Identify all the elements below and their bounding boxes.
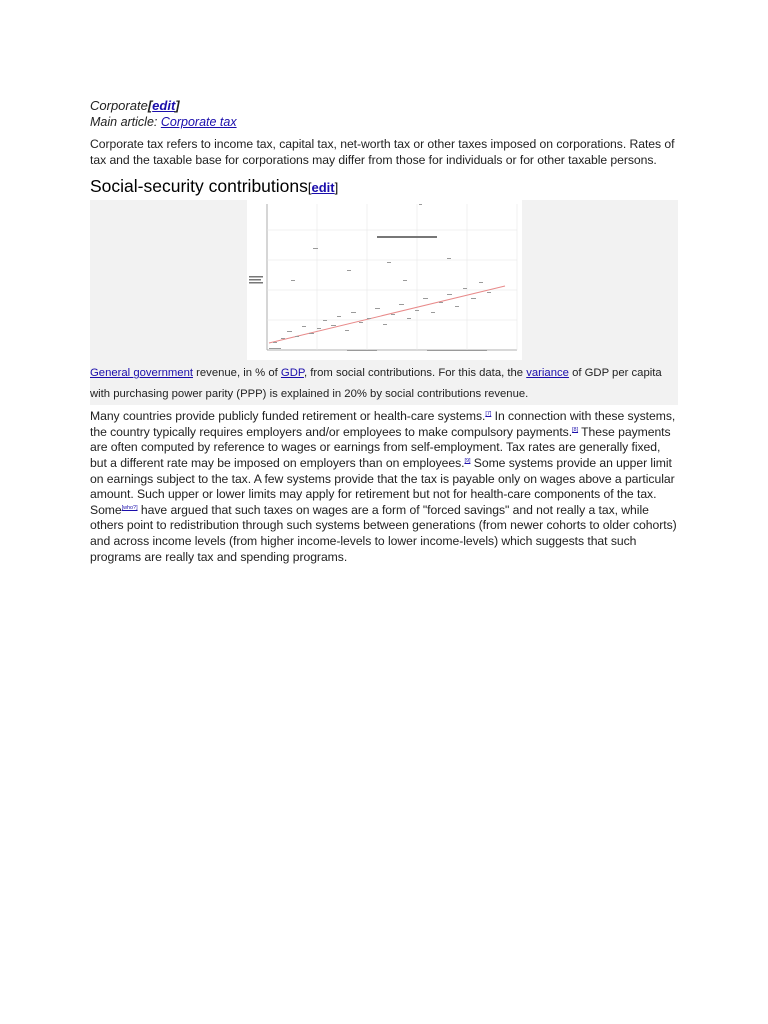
social-security-paragraph: Many countries provide publicly funded retirement or health-care systems.[7] In connection with these systems, the country typically requires employers and/or employees to make compulsory payments.[8] These payments are often computed by reference to wages or earnings from self-employment. Tax rates are generally fixed, but a different rate may be imposed on employers than on employees.[9] Some systems provide an upper limit on earnings subject to the tax. A few systems provide that the tax is payable only on wages above a particular amount. Such upper or lower limits may apply for retirement but not for health-care components of the tax. Some[who?] have argued that such taxes on wages are a form of "forced savings" and not really a tax, while others point to redistribution through such systems between generations (from newer cohorts to older cohorts) and across income levels (from higher income-levels to lower income-levels) which suggests that such programs are really tax and spending programs. <box>90 409 677 564</box>
reference-9[interactable]: [9] <box>464 457 471 464</box>
heading-corporate-text: Corporate <box>90 98 148 113</box>
scatter-plot-image[interactable] <box>90 200 678 360</box>
reference-8[interactable]: [8] <box>572 426 579 433</box>
article-content <box>90 97 680 565</box>
thumbnail-figure <box>90 200 678 405</box>
section-heading-corporate: Corporate[edit] <box>90 98 180 113</box>
figure-caption: General government revenue, in % of GDP, from social contributions. For this data, the variance of GDP per capita with purchasing power parity (PPP) is explained in 20% by social contributions revenue. <box>90 367 662 401</box>
citation-needed-who[interactable]: [who?] <box>121 504 138 511</box>
variance-link[interactable]: variance <box>526 367 569 380</box>
heading-social-text: Social-security contributions <box>90 176 308 197</box>
scatter-plot-graphic <box>247 200 522 360</box>
corporate-paragraph: Corporate tax refers to income tax, capital tax, net-worth tax or other taxes imposed on corporations. Rates of tax and the taxable base for corporations may differ from those for individuals or for other taxable persons. <box>90 137 675 167</box>
edit-link-corporate[interactable]: edit <box>152 98 176 113</box>
edit-link-social-security[interactable]: edit <box>311 180 335 196</box>
main-article-note: Main article: Corporate tax <box>90 115 237 129</box>
gdp-link[interactable]: GDP <box>280 367 304 380</box>
general-government-link[interactable]: General government <box>90 367 193 380</box>
section-heading-social-security: Social-security contributions[edit] <box>90 176 339 197</box>
reference-7[interactable]: [7] <box>485 411 492 418</box>
corporate-tax-link[interactable]: Corporate tax <box>160 115 237 129</box>
